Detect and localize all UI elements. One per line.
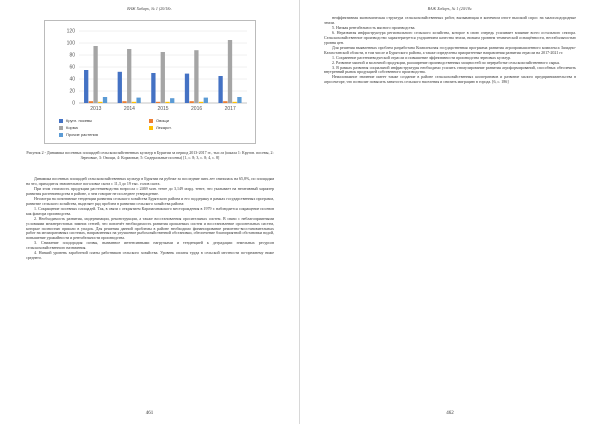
y-tick-label: 60 (69, 64, 75, 71)
legend-swatch (59, 126, 63, 130)
right-body-text (324, 16, 576, 408)
legend-label: Кругл. посевы (66, 118, 93, 123)
bar (156, 102, 160, 103)
bar-chart (44, 20, 256, 144)
paragraph: При этом стоимость продукции растениеводства возросла с 2469 млн. тенге до 3,149 млрд. тенге, что указывает на негативный характер развития растениеводства в районе, о чем говорит не последнее утверждение. (26, 185, 274, 196)
bar (165, 102, 169, 103)
bar (185, 74, 189, 103)
bar (132, 102, 136, 103)
x-tick-label: 2015 (157, 106, 169, 112)
bar (127, 49, 131, 103)
right-page (300, 0, 600, 424)
legend-swatch (59, 119, 63, 123)
running-head: ВАЖ Хабаръ, № 1 (20/18г. (427, 6, 473, 11)
paragraph: Динамика посевных площадей сельскохозяйственных культур в Бурятии на рубеже за последние пять лет снизилась на 65,8%, по площадям на что, приходится значительное поголовье скота с 11,3 до 19 тыс. голов скота. (26, 176, 274, 186)
bar (89, 101, 93, 103)
y-tick-label: 20 (69, 88, 75, 95)
x-tick-label: 2016 (191, 106, 203, 112)
paragraph: 3. Снижение плодородия почвы, вызванное интенсивными нагрузками и тенденцией к деградации земельных ресурсов сельскохозяйственного назначения. (26, 240, 274, 251)
bar (103, 97, 107, 103)
bar (204, 98, 208, 103)
x-tick-label: 2017 (224, 106, 236, 112)
legend-swatch (59, 133, 63, 137)
bar (84, 70, 88, 103)
legend-entry (59, 125, 149, 130)
bar (161, 52, 165, 103)
bar (190, 101, 194, 103)
bar (223, 101, 227, 103)
paragraph: 4. Низкий уровень заработной платы работников сельского хозяйства. Уровень оплаты труда в сельской местности по-прежнему ниже среднего. (26, 250, 274, 261)
legend-entry (149, 118, 239, 123)
paragraph: Для решения выявленных проблем разработана Комплексная государственная программа развития агропромышленного комплекса Западно-Казахстанской области, в том числе и Бурятского района, а также определены приоритетные направления развития отрасли на 2017-2021 гг. (324, 44, 576, 55)
paragraph: 1. Сохранение растениеводческой отрасли и повышение эффективности производства зерновых культур. (332, 54, 512, 60)
bar (151, 73, 155, 103)
legend-label: Корма (66, 125, 78, 130)
y-tick-label: 40 (69, 76, 75, 83)
left-body-text (26, 177, 274, 407)
y-tick-label: 0 (72, 100, 75, 107)
page-number: 462 (446, 411, 454, 416)
x-tick-label: 2013 (90, 106, 102, 112)
bar (199, 102, 203, 103)
bar (98, 102, 102, 103)
legend-label: Овощи (156, 118, 169, 123)
paragraph: 6. Неразвитая инфраструктура регионального сельского хозяйства, которое в свою очередь усиливает влияние всего остального сектора. Сельскохозяйственное производство характеризуется ухудшением качества земли, низким уровнем технической оснащённости, нестабильностью уровня цен. (324, 29, 576, 45)
paragraph: Немаловажное значение имеет также создание в районе сельскохозяйственных кооперативов и развитие малого предпринимательства в агросекторе, что позволит повысить занятость сельского населения и снизить миграцию в города. [6, с. 186] (324, 74, 576, 85)
paragraph: 3. В рамках развития социальной инфраструктуры необходимо усилить стимулирование развития агроформирований, способных обеспечить внутренний рынок продукцией собственного производства. (324, 64, 576, 75)
legend-entry (59, 118, 149, 123)
bar (118, 72, 122, 103)
chart-legend (59, 117, 249, 138)
x-tick-label: 2014 (123, 106, 135, 112)
y-tick-label: 100 (66, 40, 75, 47)
legend-swatch (149, 119, 153, 123)
legend-entry (59, 132, 149, 137)
bar (233, 102, 237, 103)
bar (237, 97, 241, 103)
y-tick-label: 80 (69, 52, 75, 59)
legend-entry (149, 125, 239, 130)
legend-label: Лекарст. (156, 125, 172, 130)
paragraph: 5. Низкая рентабельность мясного производства. (332, 24, 416, 30)
paragraph: Несмотря на позитивные тенденции развития сельского хозяйства Бурятского района и его поддержку в рамках государственных программ, развитие сельского хозяйства, выделяет ряд проблем в развитии сельского хозяйства района: (26, 195, 274, 206)
bar (136, 98, 140, 103)
paragraph: 1. Сокращение посевных площадей. Так, в связи с открытием Карачаганакского месторождения в 1979 г. наблюдается сокращение посевов как фактора производства. (26, 205, 274, 216)
figure-caption: Рисунок 2 - Динамика посевных площадей сельскохозяйственных культур в Бурятии за период 2013-2017 гг., тыс.га (шкала 1: Кругов. посевы, 2: Зерновые, 3: Овощи, 4: Кормовые, 5: Сидеральные посевы) [1, с. 8; 3, с. 8; 4, с. 8] (26, 150, 274, 160)
bar (170, 98, 174, 103)
paragraph: 2. Необходимость развития, модернизации, реконструкции, а также восстановления оросительных систем. В связи с неблагоприятными условиями межнерестовых зимних степей, что повлечёт необходимость развития орошаемых систем и восстановление оросительных систем, которые полностью пришли в упадок. Для решения данной проблемы в районе необходимо финансирование ремонтно-восстановительных работ на мелиоративных системах, направленных на улучшение рыбохозяйственной обстановки, обеспечение благоприятной обстановки водой, повышение урожайности и рентабельности производства. (26, 215, 274, 241)
legend-swatch (149, 126, 153, 130)
y-tick-label: 120 (66, 28, 75, 35)
bar (228, 40, 232, 103)
bar (122, 101, 126, 103)
bar (194, 50, 198, 103)
bar (218, 76, 222, 103)
legend-label: Прочие растения (66, 132, 98, 137)
page-number: 461 (145, 411, 154, 416)
paragraph: неэффективная экономическая структура сельскохозяйственных работ, вызывающая в конечном итоге высокий спрос на малоплодородные земли. (324, 15, 576, 25)
bar (93, 46, 97, 103)
running-head: ВАЖ Хабаръ, № 1 (20/18г. (127, 6, 172, 11)
paragraph: 2. Развитие мясной и молочной продукции, расширение производственных мощностей по переработке сельскохозяйственного сырья. (332, 59, 560, 65)
